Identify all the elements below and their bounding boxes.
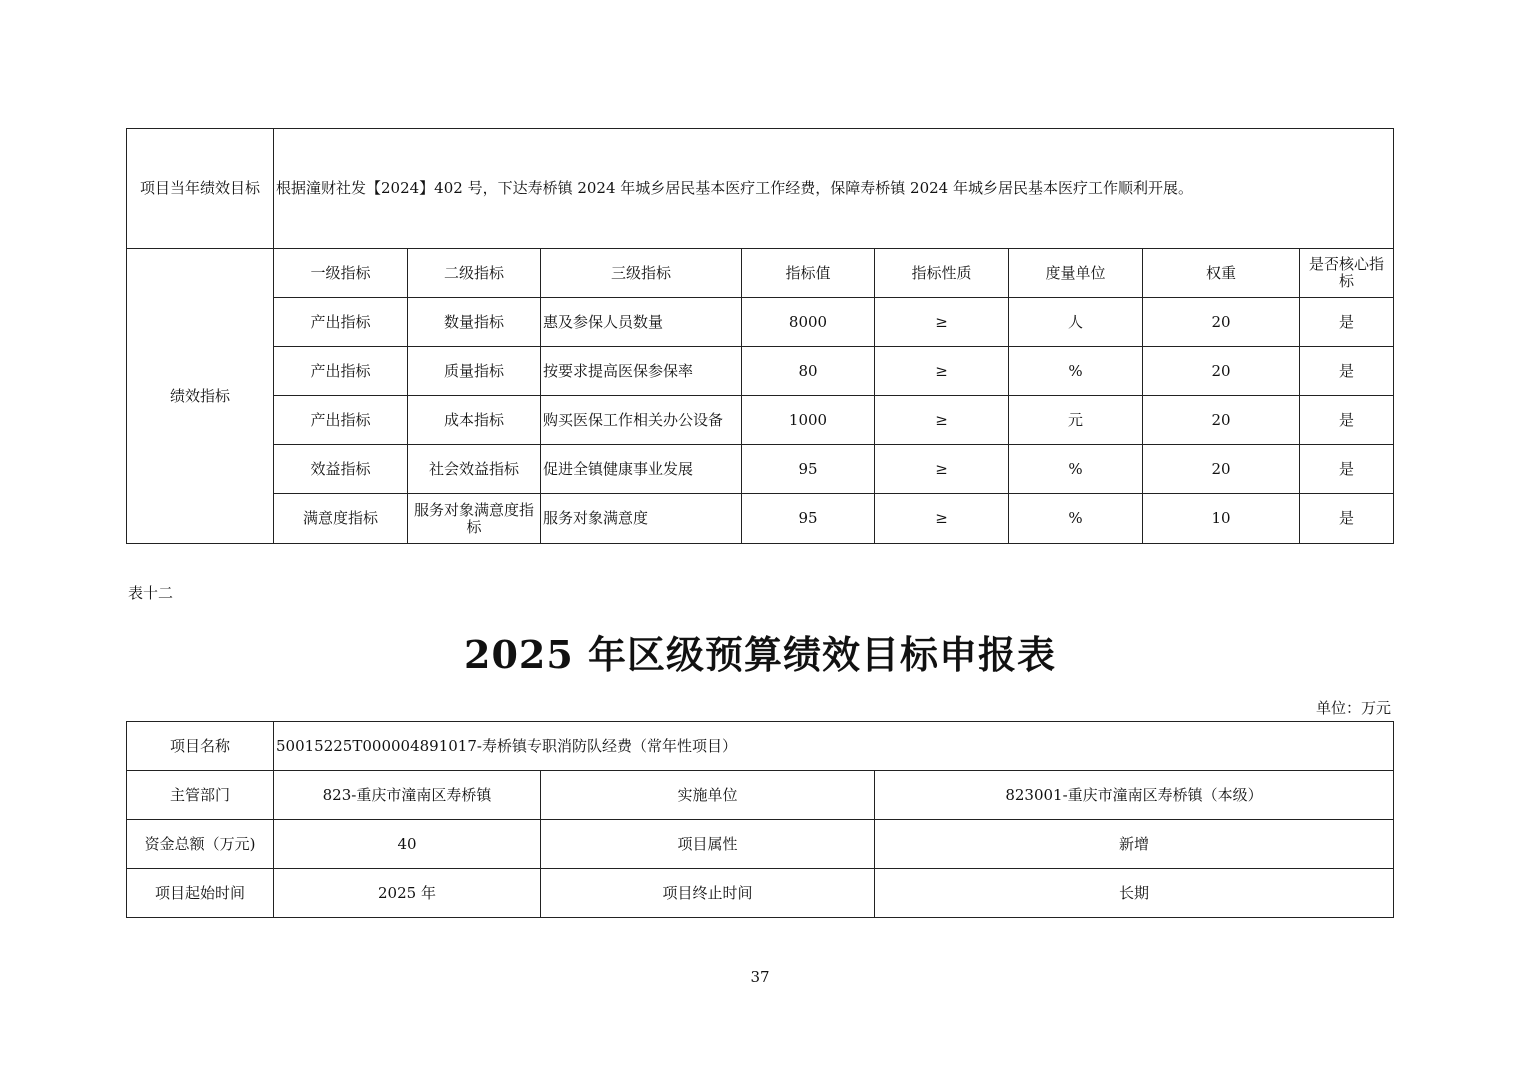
cell-value: 95: [742, 494, 875, 544]
cell-weight: 20: [1143, 347, 1300, 396]
performance-indicator-table: [126, 128, 1394, 544]
cell-level1: 产出指标: [274, 396, 408, 445]
page-number: 37: [750, 968, 770, 986]
impl-value: 823001-重庆市潼南区寿桥镇（本级）: [875, 771, 1394, 820]
cell-level2: 数量指标: [408, 298, 541, 347]
project-name-value: 50015225T000004891017-寿桥镇专职消防队经费（常年性项目）: [274, 722, 1394, 771]
dept-row: [127, 771, 1394, 820]
cell-value: 8000: [742, 298, 875, 347]
cell-core: 是: [1300, 494, 1394, 544]
cell-level2: 社会效益指标: [408, 445, 541, 494]
indicator-row: [127, 396, 1394, 445]
fund-label: 资金总额（万元): [127, 820, 274, 869]
cell-weight: 20: [1143, 298, 1300, 347]
cell-unit: %: [1009, 445, 1143, 494]
header-weight: 权重: [1143, 249, 1300, 298]
cell-level2: 服务对象满意度指标: [408, 494, 541, 544]
fund-value: 40: [274, 820, 541, 869]
start-label: 项目起始时间: [127, 869, 274, 918]
cell-unit: 元: [1009, 396, 1143, 445]
unit-note: 单位：万元: [1315, 699, 1391, 717]
cell-level2: 质量指标: [408, 347, 541, 396]
cell-value: 1000: [742, 396, 875, 445]
cell-value: 80: [742, 347, 875, 396]
project-name-label: 项目名称: [127, 722, 274, 771]
header-unit: 度量单位: [1009, 249, 1143, 298]
goal-label: 项目当年绩效目标: [127, 129, 274, 249]
attr-value: 新增: [875, 820, 1394, 869]
project-info-table: [126, 721, 1394, 918]
cell-level3: 服务对象满意度: [541, 494, 742, 544]
cell-nature: ≥: [875, 445, 1009, 494]
project-name-row: [127, 722, 1394, 771]
cell-level3: 惠及参保人员数量: [541, 298, 742, 347]
cell-weight: 20: [1143, 445, 1300, 494]
fund-row: [127, 820, 1394, 869]
cell-unit: %: [1009, 347, 1143, 396]
cell-nature: ≥: [875, 494, 1009, 544]
page-title: 2025 年区级预算绩效目标申报表: [464, 632, 1056, 677]
indicator-row: [127, 347, 1394, 396]
cell-unit: %: [1009, 494, 1143, 544]
dept-value: 823-重庆市潼南区寿桥镇: [274, 771, 541, 820]
cell-level3: 促进全镇健康事业发展: [541, 445, 742, 494]
cell-core: 是: [1300, 445, 1394, 494]
start-value: 2025 年: [274, 869, 541, 918]
header-core: 是否核心指标: [1300, 249, 1394, 298]
indicator-label: 绩效指标: [127, 249, 274, 544]
cell-level1: 产出指标: [274, 298, 408, 347]
cell-level1: 效益指标: [274, 445, 408, 494]
end-value: 长期: [875, 869, 1394, 918]
cell-level1: 满意度指标: [274, 494, 408, 544]
header-value: 指标值: [742, 249, 875, 298]
end-label: 项目终止时间: [541, 869, 875, 918]
cell-core: 是: [1300, 347, 1394, 396]
goal-text: 根据潼财社发【2024】402 号，下达寿桥镇 2024 年城乡居民基本医疗工作经费，保障寿桥镇 2024 年城乡居民基本医疗工作顺利开展。: [274, 129, 1394, 249]
cell-weight: 20: [1143, 396, 1300, 445]
header-nature: 指标性质: [875, 249, 1009, 298]
cell-nature: ≥: [875, 298, 1009, 347]
cell-nature: ≥: [875, 396, 1009, 445]
indicator-header-row: [127, 249, 1394, 298]
attr-label: 项目属性: [541, 820, 875, 869]
indicator-row: [127, 298, 1394, 347]
goal-row: [127, 129, 1394, 249]
header-level2: 二级指标: [408, 249, 541, 298]
cell-level3: 按要求提高医保参保率: [541, 347, 742, 396]
time-row: [127, 869, 1394, 918]
cell-unit: 人: [1009, 298, 1143, 347]
dept-label: 主管部门: [127, 771, 274, 820]
header-level1: 一级指标: [274, 249, 408, 298]
indicator-row: [127, 494, 1394, 544]
cell-level2: 成本指标: [408, 396, 541, 445]
cell-nature: ≥: [875, 347, 1009, 396]
cell-core: 是: [1300, 396, 1394, 445]
cell-level1: 产出指标: [274, 347, 408, 396]
cell-core: 是: [1300, 298, 1394, 347]
cell-weight: 10: [1143, 494, 1300, 544]
cell-level3: 购买医保工作相关办公设备: [541, 396, 742, 445]
header-level3: 三级指标: [541, 249, 742, 298]
impl-label: 实施单位: [541, 771, 875, 820]
indicator-row: [127, 445, 1394, 494]
cell-value: 95: [742, 445, 875, 494]
table-number: 表十二: [128, 584, 174, 602]
